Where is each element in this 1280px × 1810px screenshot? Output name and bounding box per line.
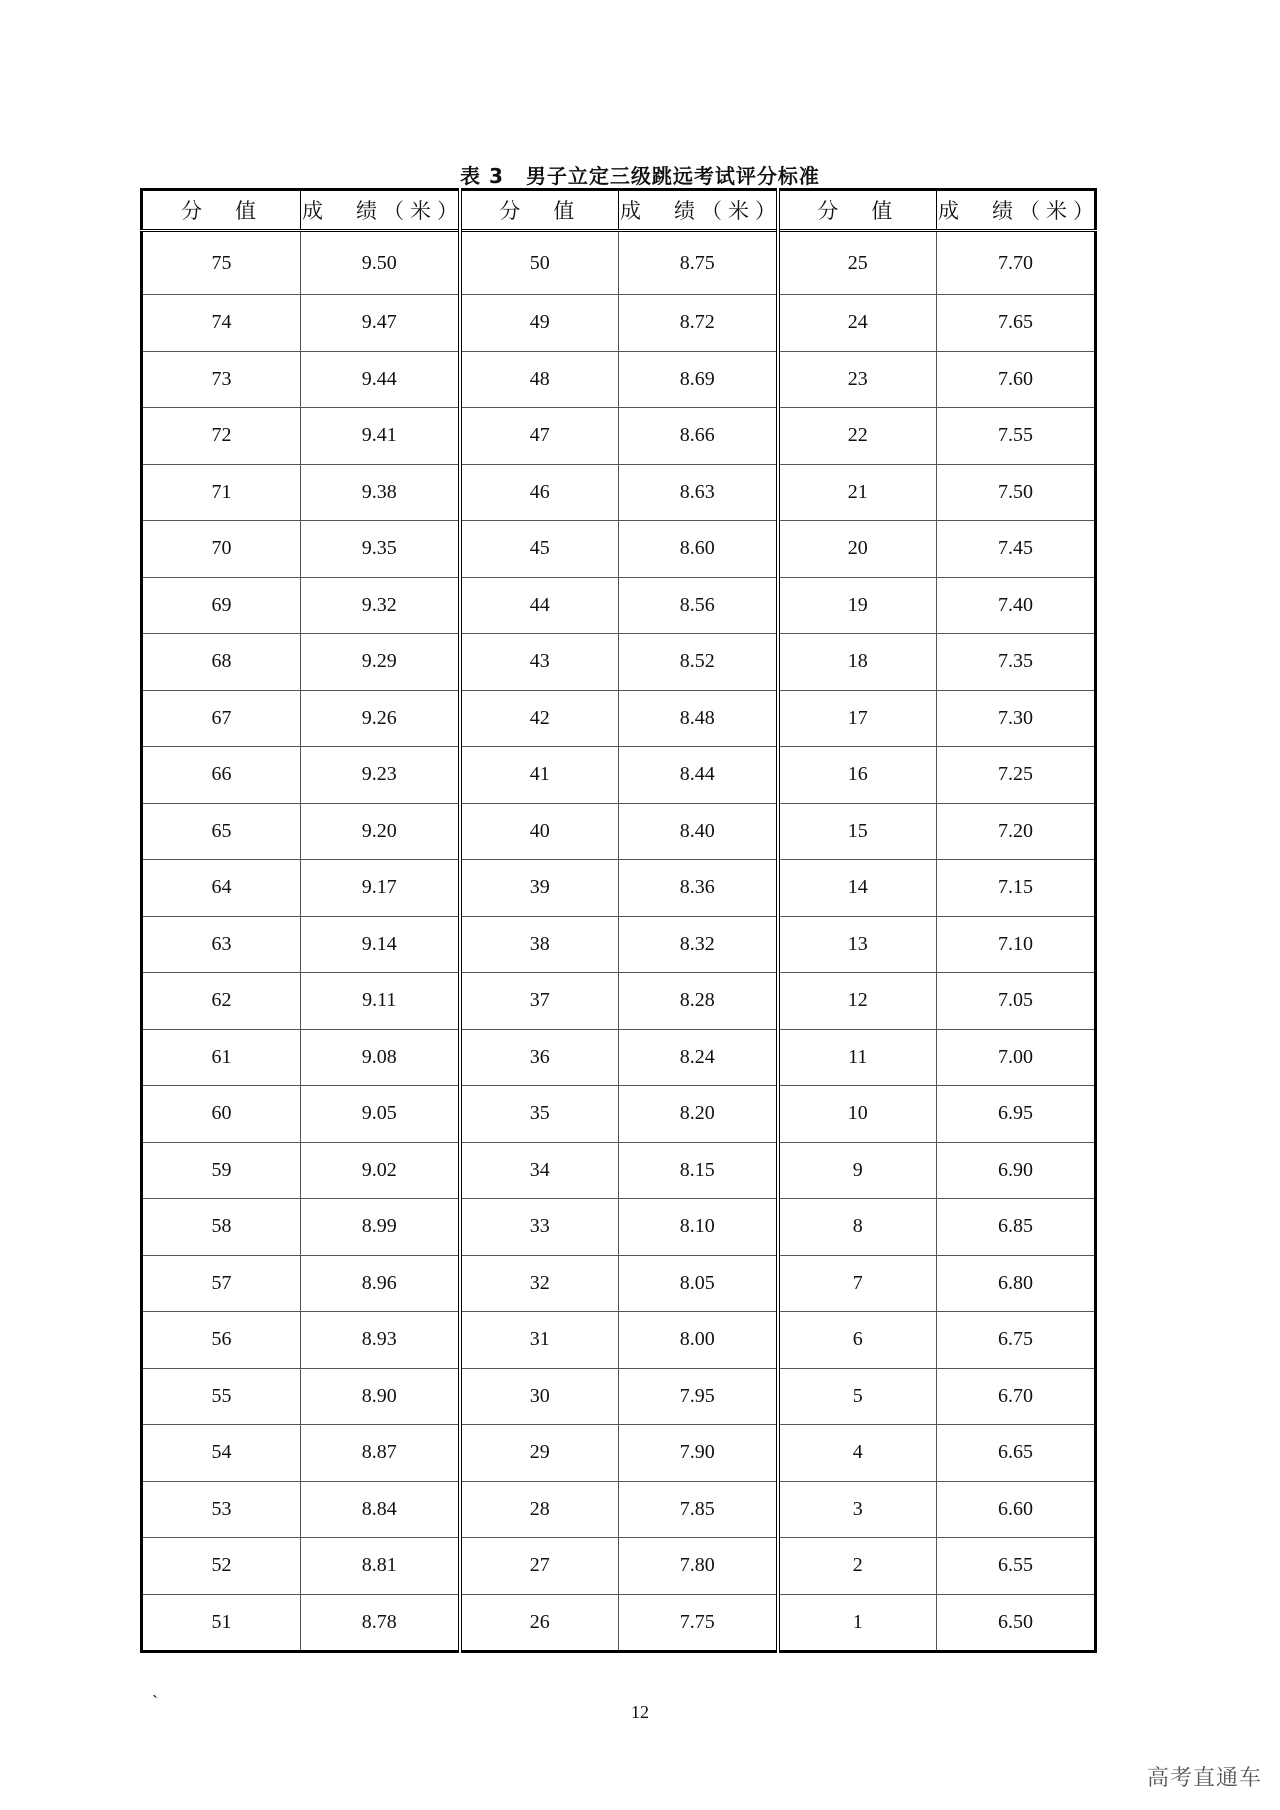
- result-cell: 6.65: [937, 1425, 1096, 1482]
- table-row: [142, 577, 1096, 634]
- score-cell: 65: [142, 803, 301, 860]
- table-row: [142, 295, 1096, 352]
- score-cell: 42: [460, 690, 619, 747]
- table-title: [0, 160, 1280, 189]
- result-cell: 9.32: [301, 577, 460, 634]
- result-cell: 9.14: [301, 916, 460, 973]
- result-cell: 8.96: [301, 1255, 460, 1312]
- table-row: [142, 1538, 1096, 1595]
- result-cell: 7.80: [619, 1538, 778, 1595]
- score-cell: 8: [778, 1199, 937, 1256]
- result-cell: 7.10: [937, 916, 1096, 973]
- score-cell: 2: [778, 1538, 937, 1595]
- table-row: [142, 231, 1096, 295]
- page-number: 12: [631, 1702, 649, 1722]
- result-cell: 9.05: [301, 1086, 460, 1143]
- result-cell: 9.08: [301, 1029, 460, 1086]
- score-cell: 17: [778, 690, 937, 747]
- score-cell: 38: [460, 916, 619, 973]
- result-cell: 8.32: [619, 916, 778, 973]
- result-cell: 9.35: [301, 521, 460, 578]
- table-body: [142, 231, 1096, 1652]
- result-cell: 7.45: [937, 521, 1096, 578]
- score-cell: 39: [460, 860, 619, 917]
- score-cell: 44: [460, 577, 619, 634]
- table-row: [142, 747, 1096, 804]
- table-row: [142, 1312, 1096, 1369]
- score-cell: 20: [778, 521, 937, 578]
- score-cell: 25: [778, 231, 937, 295]
- result-cell: 7.00: [937, 1029, 1096, 1086]
- table-row: [142, 634, 1096, 691]
- score-cell: 70: [142, 521, 301, 578]
- score-cell: 55: [142, 1368, 301, 1425]
- score-table: [140, 188, 1100, 1653]
- result-cell: 8.40: [619, 803, 778, 860]
- score-cell: 71: [142, 464, 301, 521]
- score-cell: 66: [142, 747, 301, 804]
- table-title-text: 男子立定三级跳远考试评分标准: [525, 164, 820, 188]
- result-cell: 8.93: [301, 1312, 460, 1369]
- score-cell: 51: [142, 1594, 301, 1652]
- result-cell: 7.75: [619, 1594, 778, 1652]
- score-cell: 64: [142, 860, 301, 917]
- score-cell: 56: [142, 1312, 301, 1369]
- result-cell: 7.15: [937, 860, 1096, 917]
- result-cell: 8.44: [619, 747, 778, 804]
- result-cell: 6.70: [937, 1368, 1096, 1425]
- result-cell: 8.81: [301, 1538, 460, 1595]
- result-cell: 8.15: [619, 1142, 778, 1199]
- score-cell: 58: [142, 1199, 301, 1256]
- result-cell: 8.90: [301, 1368, 460, 1425]
- result-cell: 9.20: [301, 803, 460, 860]
- score-cell: 53: [142, 1481, 301, 1538]
- score-cell: 69: [142, 577, 301, 634]
- result-cell: 7.20: [937, 803, 1096, 860]
- header-score-1: 分 值: [142, 190, 301, 231]
- score-cell: 26: [460, 1594, 619, 1652]
- score-cell: 19: [778, 577, 937, 634]
- table-row: [142, 521, 1096, 578]
- score-cell: 21: [778, 464, 937, 521]
- score-table-container: [140, 188, 1100, 1653]
- tick-mark: `: [152, 1692, 158, 1712]
- score-cell: 43: [460, 634, 619, 691]
- header-result-2: 成 绩（米）: [619, 190, 778, 231]
- score-cell: 63: [142, 916, 301, 973]
- table-number: 表 3: [460, 164, 504, 188]
- score-cell: 72: [142, 408, 301, 465]
- result-cell: 7.85: [619, 1481, 778, 1538]
- result-cell: 9.11: [301, 973, 460, 1030]
- result-cell: 8.87: [301, 1425, 460, 1482]
- table-row: [142, 1594, 1096, 1652]
- header-score-3: 分 值: [778, 190, 937, 231]
- result-cell: 8.99: [301, 1199, 460, 1256]
- result-cell: 8.28: [619, 973, 778, 1030]
- result-cell: 8.63: [619, 464, 778, 521]
- score-cell: 5: [778, 1368, 937, 1425]
- result-cell: 9.50: [301, 231, 460, 295]
- result-cell: 6.80: [937, 1255, 1096, 1312]
- table-row: [142, 1029, 1096, 1086]
- result-cell: 8.69: [619, 351, 778, 408]
- score-cell: 48: [460, 351, 619, 408]
- table-row: [142, 408, 1096, 465]
- result-cell: 7.50: [937, 464, 1096, 521]
- table-row: [142, 1086, 1096, 1143]
- table-row: [142, 1199, 1096, 1256]
- watermark: 高考直通车: [1146, 1766, 1262, 1791]
- score-cell: 41: [460, 747, 619, 804]
- result-cell: 9.41: [301, 408, 460, 465]
- table-row: [142, 916, 1096, 973]
- score-cell: 18: [778, 634, 937, 691]
- score-cell: 24: [778, 295, 937, 352]
- score-cell: 60: [142, 1086, 301, 1143]
- header-result-1: 成 绩（米）: [301, 190, 460, 231]
- score-cell: 7: [778, 1255, 937, 1312]
- score-cell: 22: [778, 408, 937, 465]
- score-cell: 12: [778, 973, 937, 1030]
- result-cell: 7.35: [937, 634, 1096, 691]
- score-cell: 13: [778, 916, 937, 973]
- score-cell: 11: [778, 1029, 937, 1086]
- score-cell: 52: [142, 1538, 301, 1595]
- result-cell: 9.17: [301, 860, 460, 917]
- result-cell: 8.20: [619, 1086, 778, 1143]
- result-cell: 6.85: [937, 1199, 1096, 1256]
- result-cell: 9.23: [301, 747, 460, 804]
- result-cell: 6.90: [937, 1142, 1096, 1199]
- score-cell: 36: [460, 1029, 619, 1086]
- score-cell: 3: [778, 1481, 937, 1538]
- result-cell: 8.52: [619, 634, 778, 691]
- score-cell: 15: [778, 803, 937, 860]
- header-score-2: 分 值: [460, 190, 619, 231]
- header-result-3: 成 绩（米）: [937, 190, 1096, 231]
- result-cell: 9.38: [301, 464, 460, 521]
- table-row: [142, 1255, 1096, 1312]
- score-cell: 29: [460, 1425, 619, 1482]
- result-cell: 7.05: [937, 973, 1096, 1030]
- score-cell: 35: [460, 1086, 619, 1143]
- header-row: [142, 190, 1096, 231]
- result-cell: 8.78: [301, 1594, 460, 1652]
- result-cell: 6.60: [937, 1481, 1096, 1538]
- result-cell: 8.36: [619, 860, 778, 917]
- score-cell: 28: [460, 1481, 619, 1538]
- result-cell: 9.02: [301, 1142, 460, 1199]
- score-cell: 74: [142, 295, 301, 352]
- result-cell: 7.60: [937, 351, 1096, 408]
- result-cell: 8.75: [619, 231, 778, 295]
- result-cell: 8.48: [619, 690, 778, 747]
- result-cell: 7.70: [937, 231, 1096, 295]
- score-cell: 54: [142, 1425, 301, 1482]
- score-cell: 32: [460, 1255, 619, 1312]
- score-cell: 61: [142, 1029, 301, 1086]
- table-row: [142, 803, 1096, 860]
- score-cell: 16: [778, 747, 937, 804]
- score-cell: 33: [460, 1199, 619, 1256]
- result-cell: 9.47: [301, 295, 460, 352]
- result-cell: 8.72: [619, 295, 778, 352]
- result-cell: 6.75: [937, 1312, 1096, 1369]
- score-cell: 30: [460, 1368, 619, 1425]
- score-cell: 14: [778, 860, 937, 917]
- result-cell: 8.60: [619, 521, 778, 578]
- result-cell: 6.95: [937, 1086, 1096, 1143]
- score-cell: 1: [778, 1594, 937, 1652]
- score-cell: 9: [778, 1142, 937, 1199]
- result-cell: 7.55: [937, 408, 1096, 465]
- score-cell: 57: [142, 1255, 301, 1312]
- result-cell: 7.95: [619, 1368, 778, 1425]
- table-row: [142, 464, 1096, 521]
- score-cell: 23: [778, 351, 937, 408]
- table-row: [142, 1425, 1096, 1482]
- result-cell: 7.30: [937, 690, 1096, 747]
- result-cell: 8.05: [619, 1255, 778, 1312]
- result-cell: 8.56: [619, 577, 778, 634]
- score-cell: 68: [142, 634, 301, 691]
- result-cell: 6.55: [937, 1538, 1096, 1595]
- table-row: [142, 1368, 1096, 1425]
- score-cell: 45: [460, 521, 619, 578]
- result-cell: 9.29: [301, 634, 460, 691]
- result-cell: 6.50: [937, 1594, 1096, 1652]
- table-row: [142, 690, 1096, 747]
- score-cell: 47: [460, 408, 619, 465]
- score-cell: 31: [460, 1312, 619, 1369]
- result-cell: 7.25: [937, 747, 1096, 804]
- result-cell: 8.66: [619, 408, 778, 465]
- score-cell: 34: [460, 1142, 619, 1199]
- score-cell: 6: [778, 1312, 937, 1369]
- result-cell: 8.84: [301, 1481, 460, 1538]
- score-cell: 40: [460, 803, 619, 860]
- score-cell: 37: [460, 973, 619, 1030]
- score-cell: 10: [778, 1086, 937, 1143]
- result-cell: 8.24: [619, 1029, 778, 1086]
- score-cell: 67: [142, 690, 301, 747]
- score-cell: 50: [460, 231, 619, 295]
- result-cell: 8.00: [619, 1312, 778, 1369]
- score-cell: 4: [778, 1425, 937, 1482]
- result-cell: 7.90: [619, 1425, 778, 1482]
- table-row: [142, 860, 1096, 917]
- score-cell: 73: [142, 351, 301, 408]
- score-cell: 46: [460, 464, 619, 521]
- result-cell: 7.65: [937, 295, 1096, 352]
- score-cell: 27: [460, 1538, 619, 1595]
- table-row: [142, 973, 1096, 1030]
- score-cell: 75: [142, 231, 301, 295]
- result-cell: 9.44: [301, 351, 460, 408]
- result-cell: 7.40: [937, 577, 1096, 634]
- table-row: [142, 1142, 1096, 1199]
- score-cell: 62: [142, 973, 301, 1030]
- table-row: [142, 351, 1096, 408]
- score-cell: 59: [142, 1142, 301, 1199]
- score-cell: 49: [460, 295, 619, 352]
- table-row: [142, 1481, 1096, 1538]
- result-cell: 8.10: [619, 1199, 778, 1256]
- result-cell: 9.26: [301, 690, 460, 747]
